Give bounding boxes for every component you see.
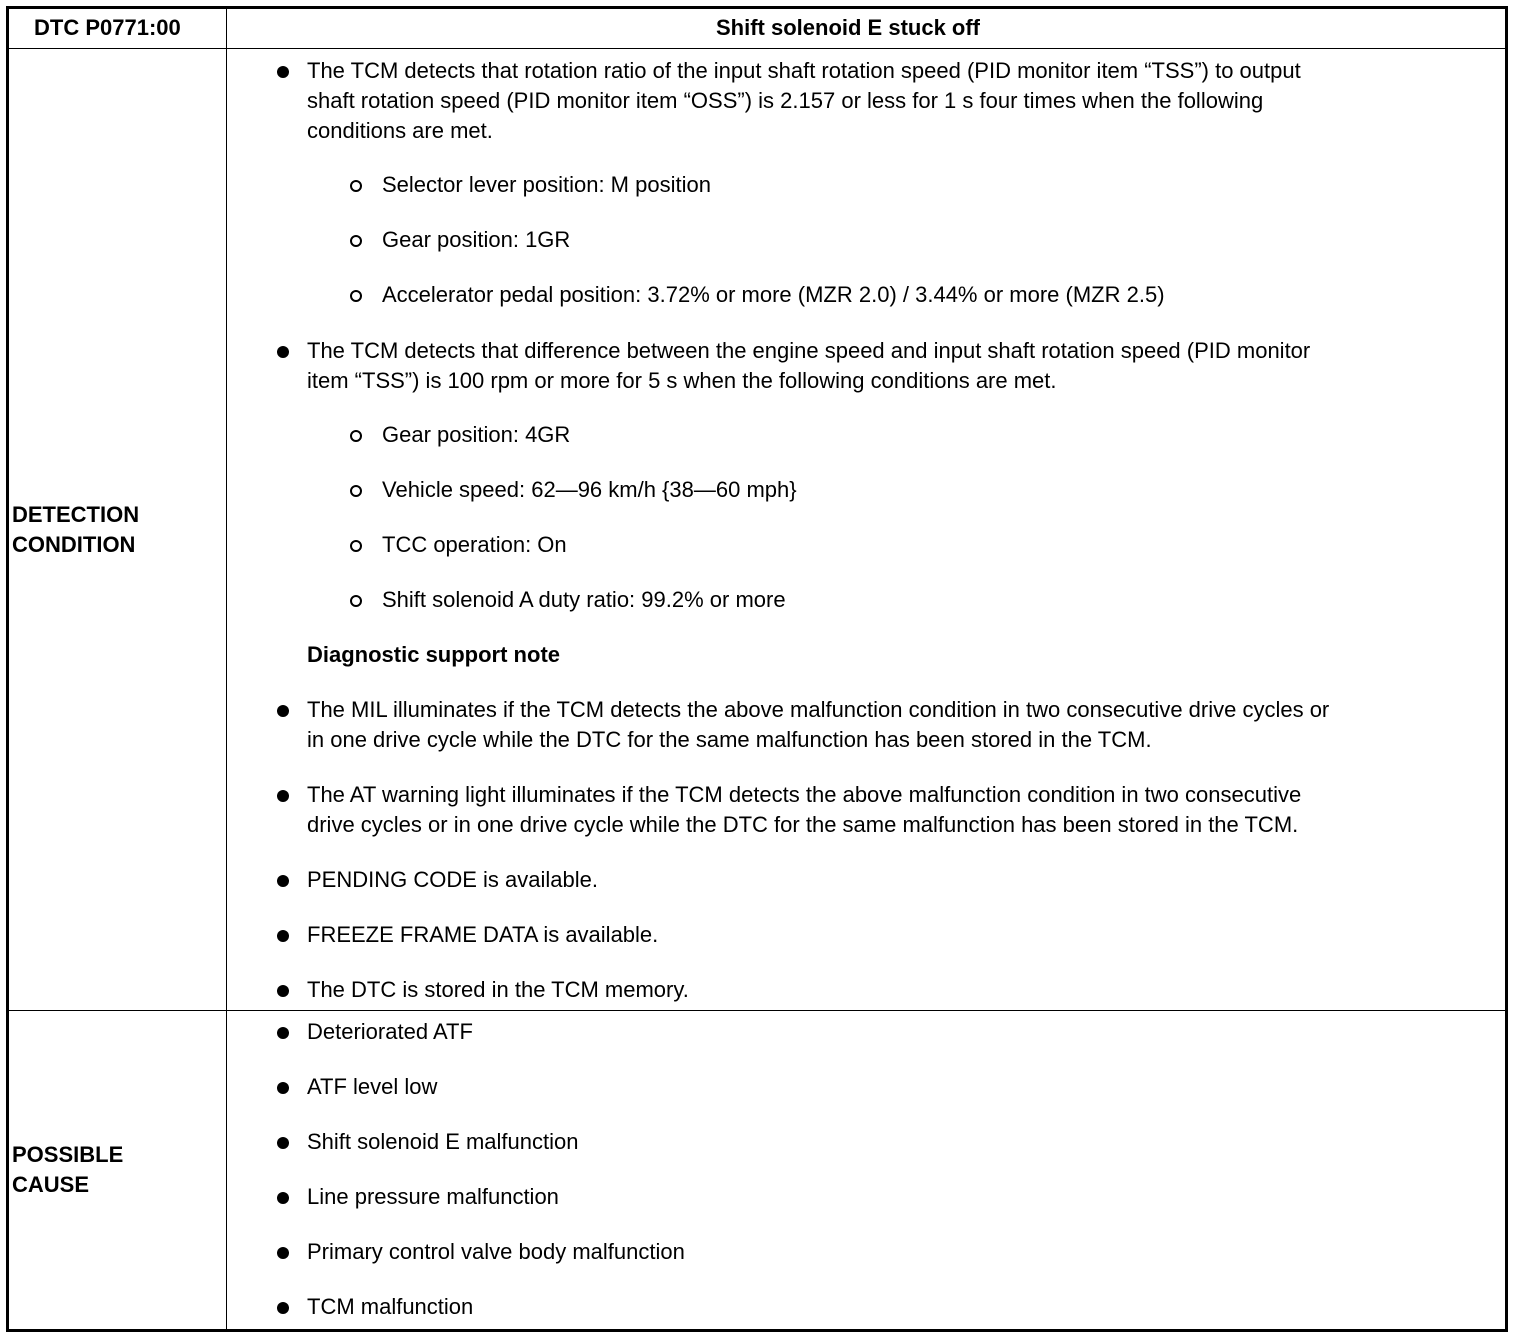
bullet-icon — [277, 875, 289, 887]
bullet-icon — [277, 1027, 289, 1039]
condition-2-line1: The TCM detects that difference between the engine speed and input shaft rotation speed (PID monitor — [307, 338, 1311, 363]
row-divider — [6, 1010, 1508, 1011]
cause-item: Primary control valve body malfunction — [307, 1239, 685, 1264]
condition-2-line2: item “TSS”) is 100 rpm or more for 5 s when the following conditions are met. — [307, 368, 1057, 393]
bullet-icon — [277, 1192, 289, 1204]
condition-2-sub: Shift solenoid A duty ratio: 99.2% or more — [382, 587, 786, 612]
condition-2-sub: TCC operation: On — [382, 532, 567, 557]
condition-1-line2: shaft rotation speed (PID monitor item “OSS”) is 2.157 or less for 1 s four times when the following — [307, 88, 1264, 113]
bullet-icon — [277, 985, 289, 997]
note-1-line2: in one drive cycle while the DTC for the same malfunction has been stored in the TCM. — [307, 727, 1152, 752]
note-2-line1: The AT warning light illuminates if the TCM detects the above malfunction condition in two consecutive — [307, 782, 1302, 807]
circle-bullet-icon — [350, 235, 362, 247]
cause-item: Deteriorated ATF — [307, 1019, 473, 1044]
detection-label-line1: DETECTION — [12, 502, 140, 527]
circle-bullet-icon — [350, 180, 362, 192]
table-border — [6, 6, 1508, 1332]
note-1-line1: The MIL illuminates if the TCM detects the above malfunction condition in two consecutive drive cycles or — [307, 697, 1330, 722]
circle-bullet-icon — [350, 430, 362, 442]
header-divider — [6, 48, 1508, 49]
possible-cause-label-line2: CAUSE — [12, 1172, 90, 1197]
dtc-code: DTC P0771:00 — [34, 15, 181, 40]
condition-1-sub: Gear position: 1GR — [382, 227, 571, 252]
circle-bullet-icon — [350, 540, 362, 552]
condition-1-line1: The TCM detects that rotation ratio of the input shaft rotation speed (PID monitor item “TSS”) to output — [307, 58, 1301, 83]
bullet-icon — [277, 346, 289, 358]
bullet-icon — [277, 66, 289, 78]
bullet-icon — [277, 930, 289, 942]
condition-1-sub: Accelerator pedal position: 3.72% or more (MZR 2.0) / 3.44% or more (MZR 2.5) — [382, 282, 1165, 307]
bullet-icon — [277, 1247, 289, 1259]
circle-bullet-icon — [350, 290, 362, 302]
bullet-icon — [277, 790, 289, 802]
possible-cause-label-line1: POSSIBLE — [12, 1142, 124, 1167]
bullet-icon — [277, 1302, 289, 1314]
cause-item: Line pressure malfunction — [307, 1184, 559, 1209]
detection-label-line2: CONDITION — [12, 532, 136, 557]
diagnostic-note-heading: Diagnostic support note — [307, 642, 560, 667]
condition-2-sub: Gear position: 4GR — [382, 422, 571, 447]
note-2-line2: drive cycles or in one drive cycle while the DTC for the same malfunction has been stored in the TCM. — [307, 812, 1299, 837]
circle-bullet-icon — [350, 595, 362, 607]
note-3: PENDING CODE is available. — [307, 867, 598, 892]
column-divider — [226, 6, 227, 1332]
note-4: FREEZE FRAME DATA is available. — [307, 922, 659, 947]
cause-item: TCM malfunction — [307, 1294, 474, 1319]
bullet-icon — [277, 1137, 289, 1149]
condition-2-sub: Vehicle speed: 62—96 km/h {38—60 mph} — [382, 477, 797, 502]
condition-1-line3: conditions are met. — [307, 118, 493, 143]
bullet-icon — [277, 705, 289, 717]
circle-bullet-icon — [350, 485, 362, 497]
note-5: The DTC is stored in the TCM memory. — [307, 977, 689, 1002]
dtc-title: Shift solenoid E stuck off — [716, 15, 981, 40]
bullet-icon — [277, 1082, 289, 1094]
condition-1-sub: Selector lever position: M position — [382, 172, 711, 197]
cause-item: ATF level low — [307, 1074, 438, 1099]
cause-item: Shift solenoid E malfunction — [307, 1129, 579, 1154]
